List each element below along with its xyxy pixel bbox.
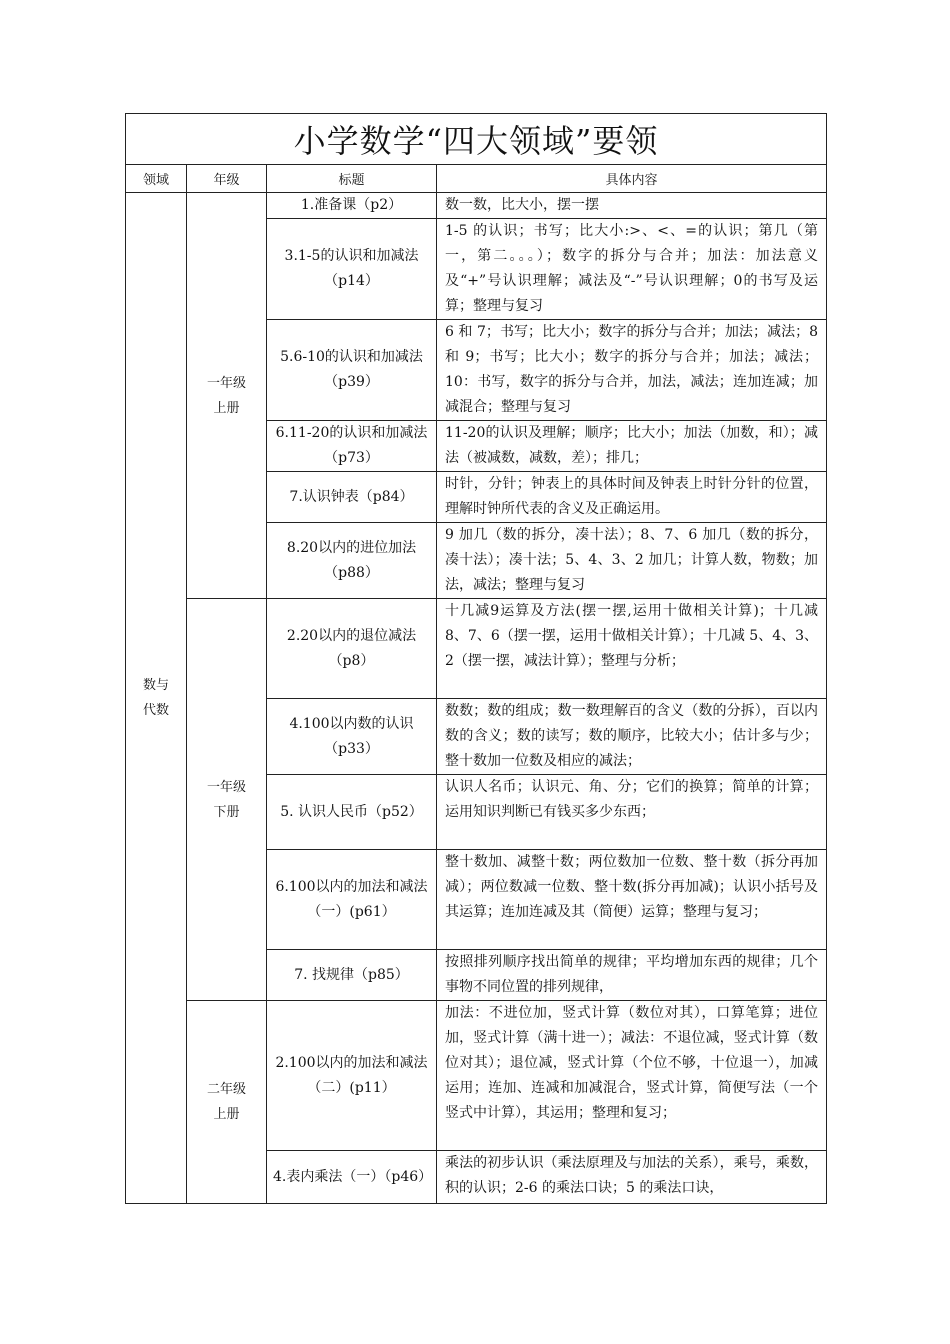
topic-cell: 4.100以内数的认识（p33）	[267, 699, 437, 775]
topic-cell: 2.100以内的加法和减法（二）(p11）	[267, 1001, 437, 1151]
document-page	[125, 113, 826, 1204]
header-content: 具体内容	[437, 165, 827, 193]
content-cell: 认识人名币；认识元、角、分；它们的换算；简单的计算；运用知识判断已有钱买多少东西；	[437, 775, 827, 850]
header-grade: 年级	[187, 165, 267, 193]
grade-cell: 一年级 上册	[187, 193, 267, 599]
content-cell: 时针，分针；钟表上的具体时间及钟表上时针分针的位置，理解时钟所代表的含义及正确运用。	[437, 472, 827, 523]
topic-cell: 3.1-5的认识和加减法（p14）	[267, 219, 437, 320]
topic-cell: 7.认识钟表（p84）	[267, 472, 437, 523]
topic-cell: 7. 找规律（p85）	[267, 950, 437, 1001]
topic-cell: 1.准备课（p2）	[267, 193, 437, 219]
table-row	[126, 599, 827, 699]
header-domain: 领域	[126, 165, 187, 193]
content-cell: 加法：不进位加，竖式计算（数位对其），口算笔算；进位加，竖式计算（满十进一）；减法：不退位减，竖式计算（数位对其）；退位减，竖式计算（个位不够，十位退一），加减运用；连加、连减和加减混合，竖式计算，简便写法（一个竖式中计算），其运用；整理和复习；	[437, 1001, 827, 1151]
topic-cell: 4.表内乘法（一）（p46）	[267, 1151, 437, 1204]
content-cell: 按照排列顺序找出简单的规律；平均增加东西的规律；几个事物不同位置的排列规律，	[437, 950, 827, 1001]
table-row	[126, 1001, 827, 1151]
grade-cell: 一年级 下册	[187, 599, 267, 1001]
topic-cell: 6.100以内的加法和减法（一）(p61）	[267, 850, 437, 950]
content-cell: 十几减9运算及方法(摆一摆,运用十做相关计算)；十几减 8、7、6（摆一摆，运用十做相关计算）；十几减 5、4、3、2（摆一摆，减法计算）；整理与分析；	[437, 599, 827, 699]
content-cell: 数一数，比大小，摆一摆	[437, 193, 827, 219]
content-cell: 9 加几（数的拆分，凑十法）；8、7、6 加几（数的拆分，凑十法）；凑十法；5、4、3、2 加几；计算人数，物数；加法，减法；整理与复习	[437, 523, 827, 599]
domain-cell: 数与 代数	[126, 193, 187, 1204]
grade-cell: 二年级 上册	[187, 1001, 267, 1204]
content-cell: 11-20的认识及理解；顺序；比大小；加法（加数，和）；减法（被减数，减数，差）；排几；	[437, 421, 827, 472]
content-cell: 整十数加、减整十数；两位数加一位数、整十数（拆分再加减）；两位数减一位数、整十数(拆分再加减)；认识小括号及其运算；连加连减及其（简便）运算；整理与复习；	[437, 850, 827, 950]
header-topic: 标题	[267, 165, 437, 193]
content-cell: 乘法的初步认识（乘法原理及与加法的关系），乘号，乘数，积的认识；2-6 的乘法口诀；5 的乘法口诀，	[437, 1151, 827, 1204]
topic-cell: 5.6-10的认识和加减法（p39）	[267, 320, 437, 421]
topic-cell: 8.20以内的进位加法（p88）	[267, 523, 437, 599]
content-cell: 数数；数的组成；数一数理解百的含义（数的分拆），百以内数的含义；数的读写；数的顺序，比较大小；估计多与少；整十数加一位数及相应的减法；	[437, 699, 827, 775]
topic-cell: 2.20以内的退位减法（p8）	[267, 599, 437, 699]
curriculum-table	[125, 113, 827, 1204]
content-cell: 1-5 的认识；书写；比大小:>、<、=的认识；第几（第一，第二。。。）；数字的拆分与合并；加法：加法意义及“+”号认识理解；减法及“-”号认识理解；0的书写及运算；整理与复习	[437, 219, 827, 320]
topic-cell: 5. 认识人民币（p52）	[267, 775, 437, 850]
document-title: 小学数学“四大领域”要领	[126, 114, 827, 165]
topic-cell: 6.11-20的认识和加减法（p73）	[267, 421, 437, 472]
table-row	[126, 193, 827, 219]
content-cell: 6 和 7；书写；比大小；数字的拆分与合并；加法；减法；8 和 9；书写；比大小；数字的拆分与合并；加法；减法；10：书写，数字的拆分与合并，加法，减法；连加连减；加减混合；整理与复习	[437, 320, 827, 421]
